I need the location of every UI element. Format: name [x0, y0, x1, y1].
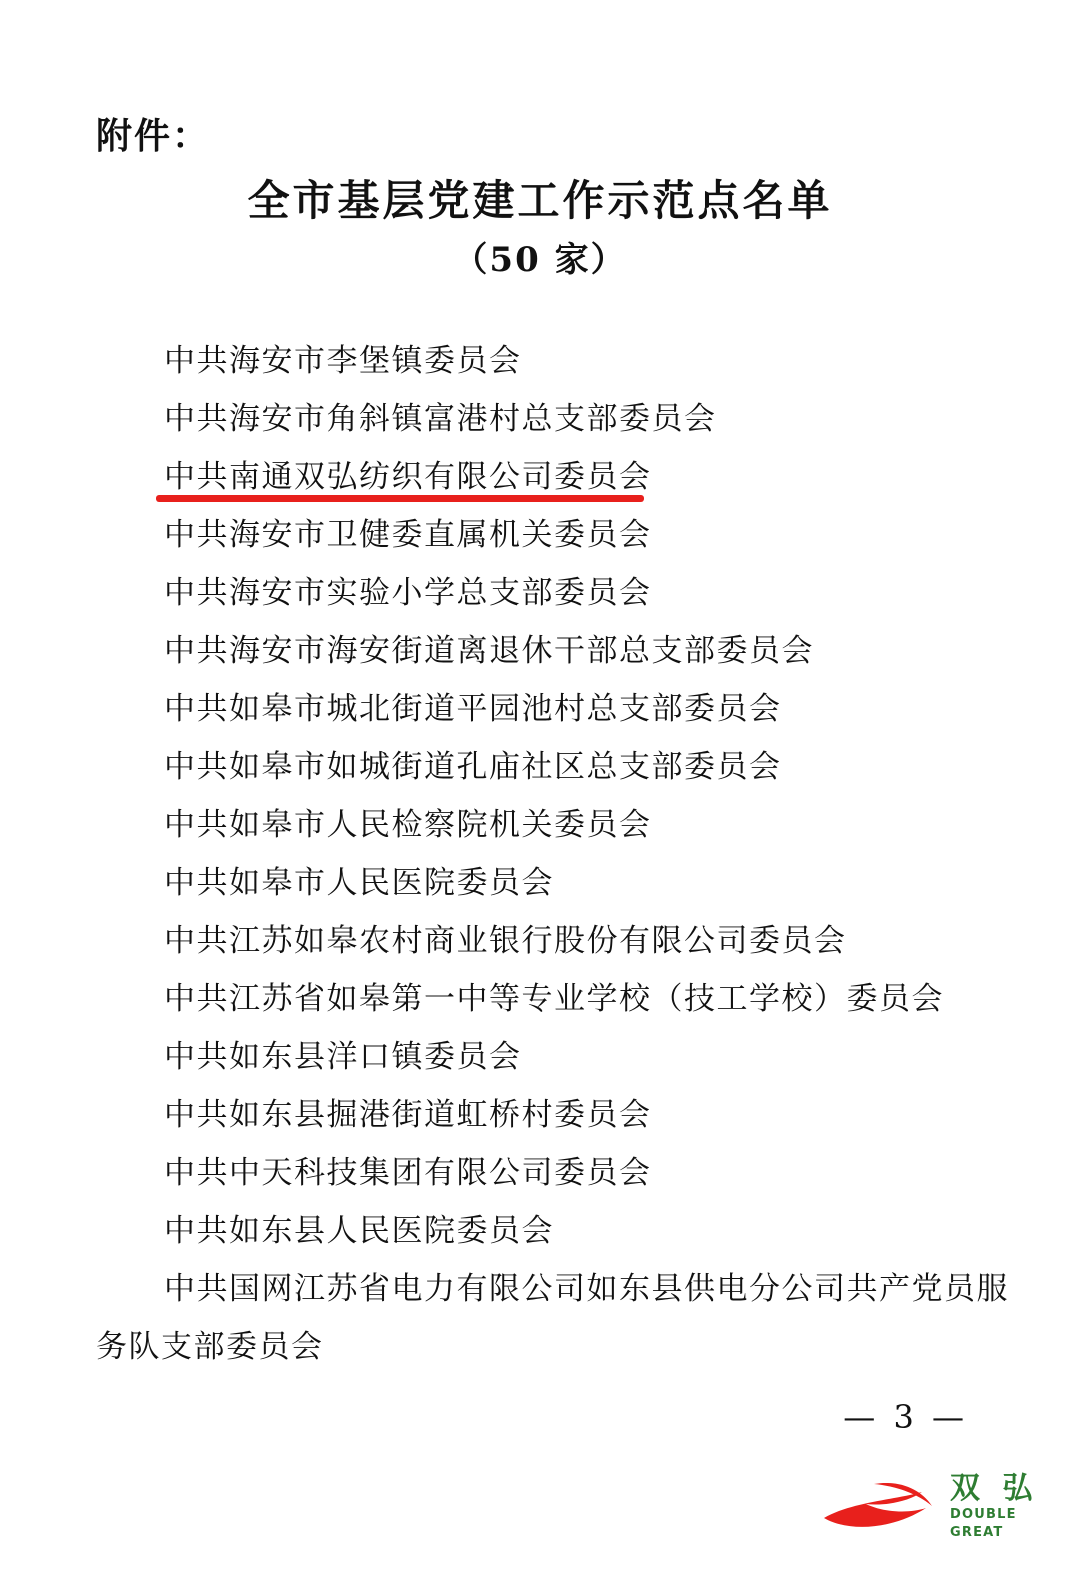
watermark: [822, 1462, 1052, 1548]
list-item: 中共如皋市城北街道平园池村总支部委员会: [164, 691, 782, 727]
list-item: 中共海安市李堡镇委员会: [164, 343, 522, 379]
page-subtitle: （50 家）: [453, 240, 627, 280]
page-title: 全市基层党建工作示范点名单: [247, 176, 833, 225]
list-item: 中共中天科技集团有限公司委员会: [164, 1155, 652, 1191]
list-item: 中共江苏如皋农村商业银行股份有限公司委员会: [164, 923, 847, 959]
highlight-underline: [156, 495, 644, 502]
watermark-text: [950, 1472, 1050, 1542]
list-item: 中共如皋市人民医院委员会: [164, 865, 554, 901]
list-item: 中共国网江苏省电力有限公司如东县供电分公司共产党员服务队支部委员会: [96, 1271, 1009, 1365]
brand-name-en: DOUBLE GREAT: [950, 1507, 1017, 1540]
attachment-label: 附件：: [96, 115, 211, 157]
list-item: 中共海安市实验小学总支部委员会: [164, 575, 652, 611]
list-item: 中共如皋市如城街道孔庙社区总支部委员会: [164, 749, 782, 785]
swoosh-icon: [822, 1478, 942, 1532]
page-number: — 3 —: [843, 1398, 968, 1436]
list-item: 中共海安市海安街道离退休干部总支部委员会: [164, 633, 814, 669]
list-item: 中共海安市卫健委直属机关委员会: [164, 517, 652, 553]
organization-list: [96, 332, 1010, 1376]
list-item: 中共海安市角斜镇富港村总支部委员会: [164, 401, 717, 437]
list-item: 中共如皋市人民检察院机关委员会: [164, 807, 652, 843]
list-item: 中共南通双弘纺织有限公司委员会: [96, 448, 1010, 506]
list-item: 中共如东县掘港街道虹桥村委员会: [164, 1097, 652, 1133]
brand-name-cn: 双 弘: [950, 1471, 1039, 1506]
list-item: 中共如东县人民医院委员会: [164, 1213, 554, 1249]
list-item: 中共江苏省如皋第一中等专业学校（技工学校）委员会: [164, 981, 944, 1017]
list-item: 中共如东县洋口镇委员会: [164, 1039, 522, 1075]
